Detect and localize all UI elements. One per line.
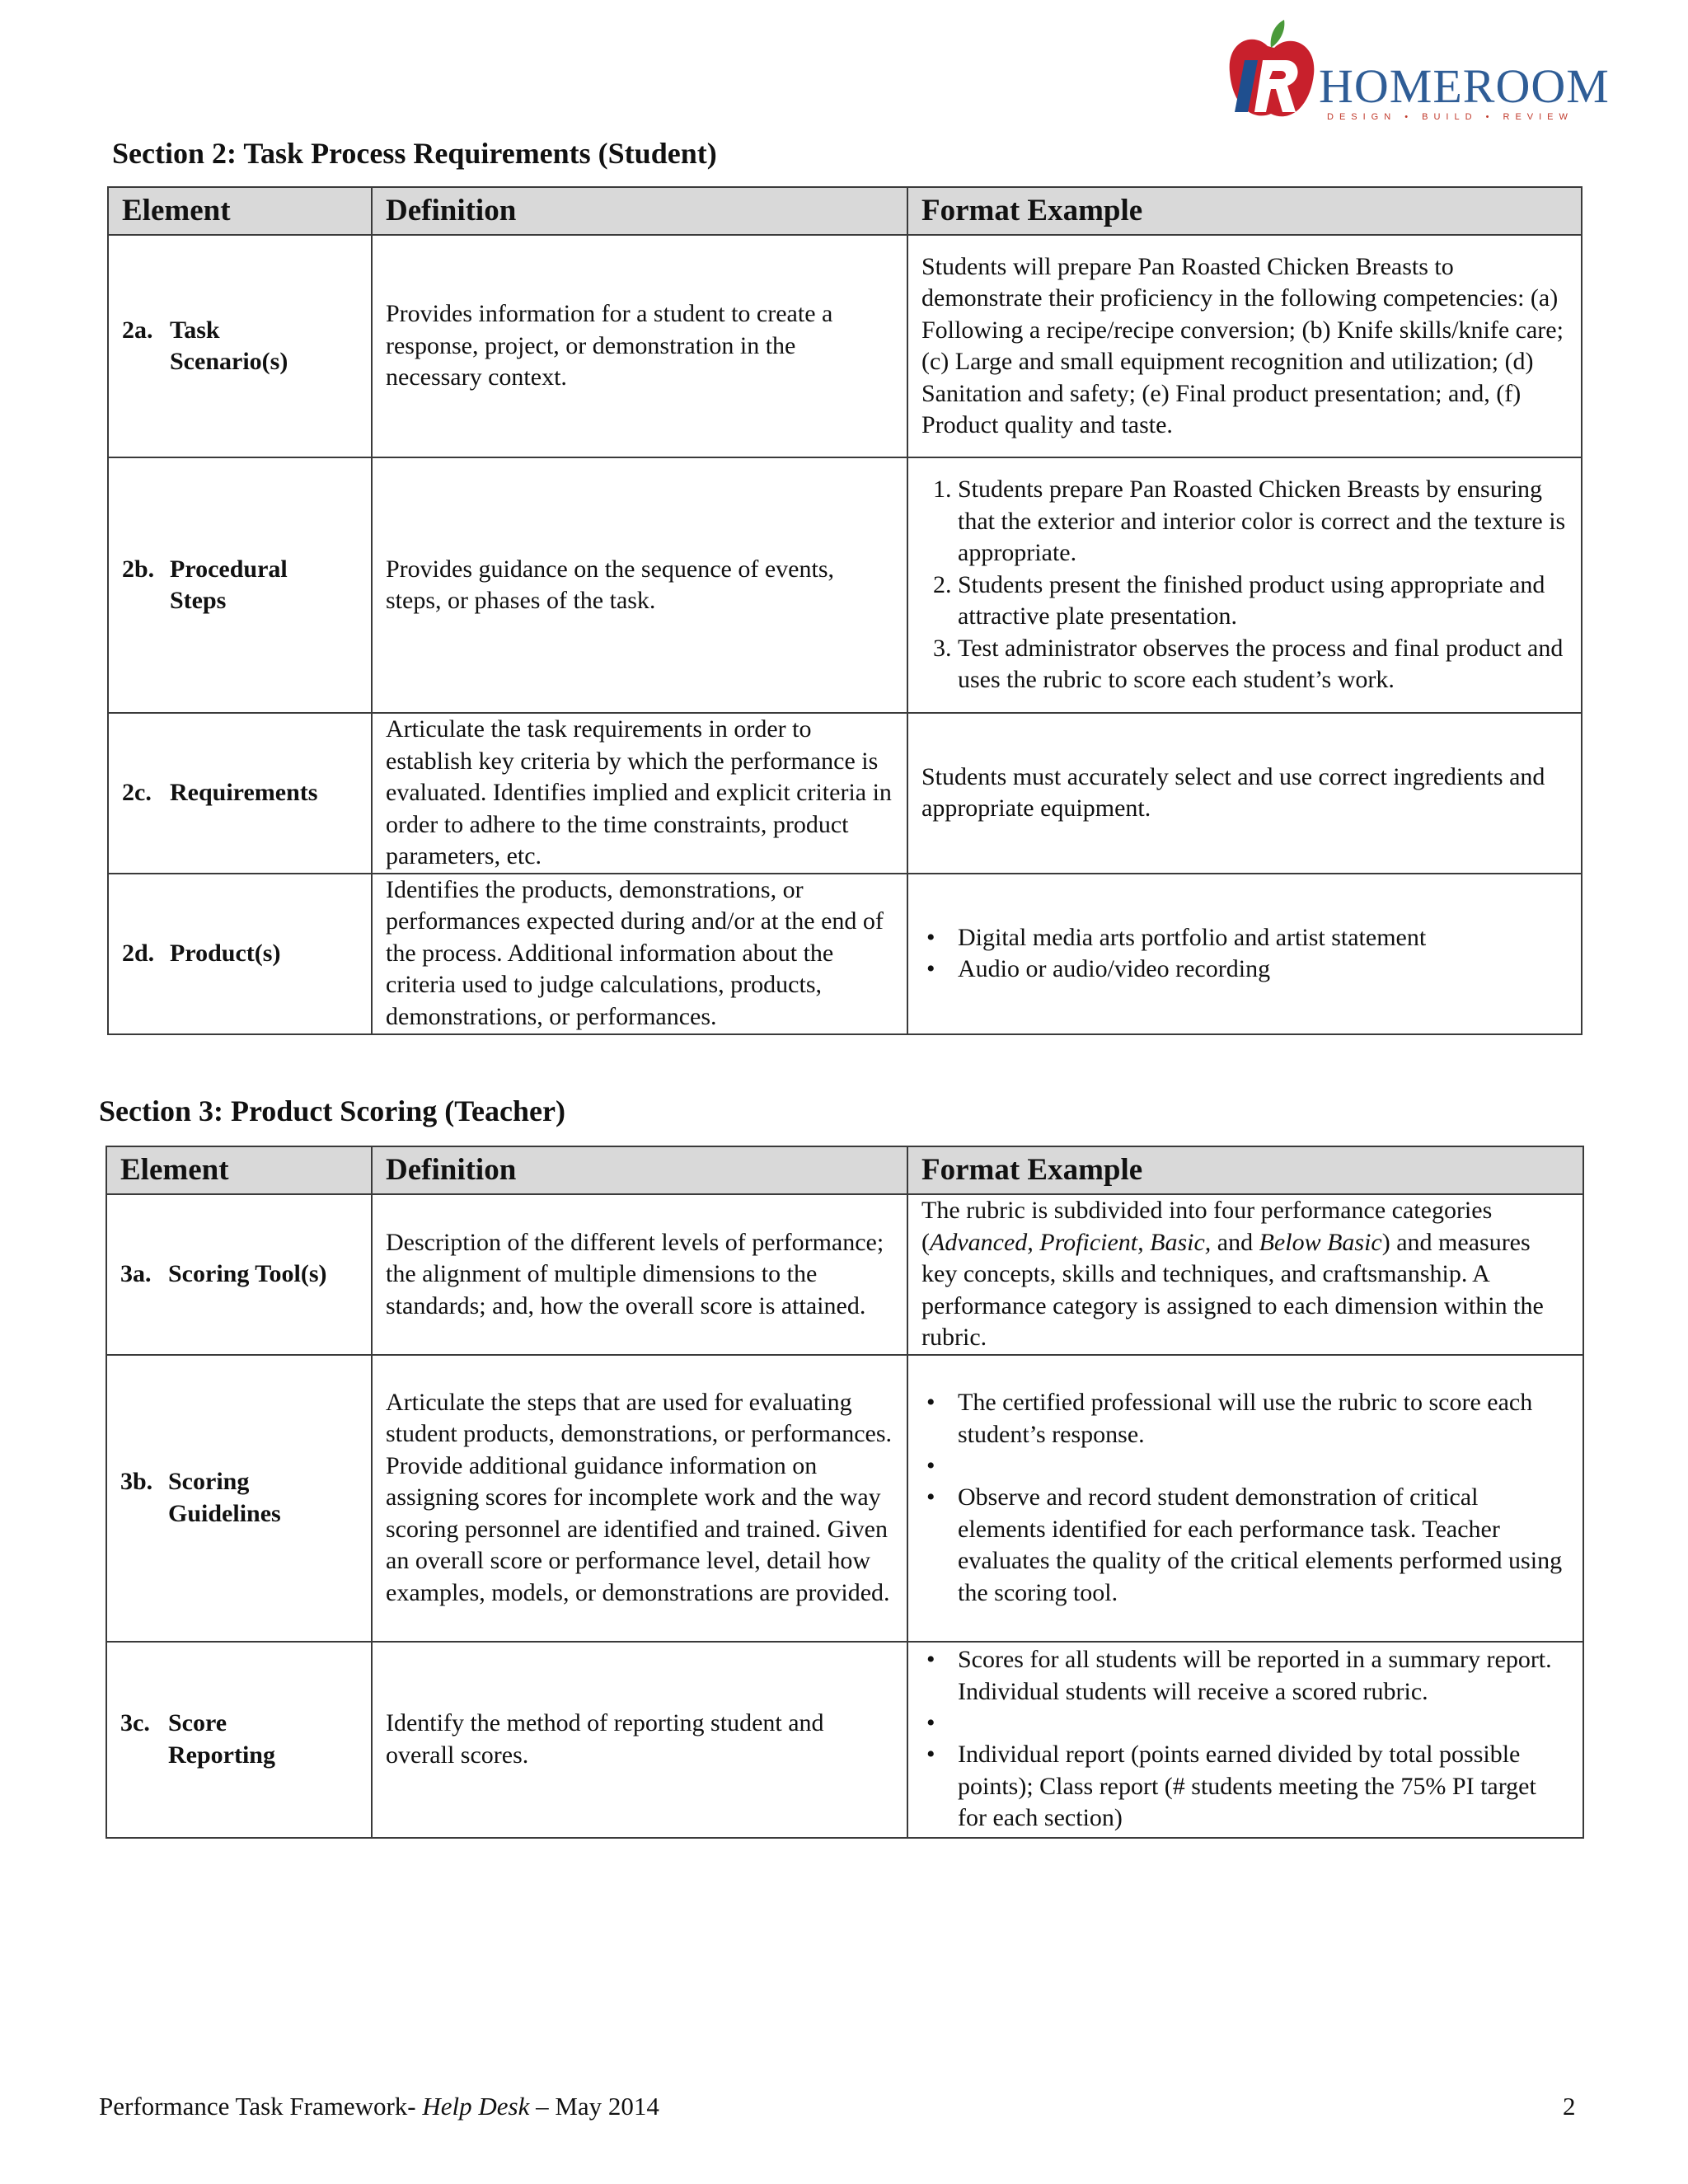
example-cell: The rubric is subdivided into four performance categories (Advanced, Proficient, Basic, and Below Basic) and measures key concepts, skills and techniques, and craftsmanship. A performance category is assigned to each dimension within the rubric.	[907, 1194, 1583, 1355]
apple-logo-icon	[1220, 15, 1327, 130]
table-row	[106, 1642, 1583, 1838]
list-item: • Audio or audio/video recording	[958, 954, 1568, 986]
header-format-example: Format Example	[907, 1146, 1583, 1194]
example-cell: Students will prepare Pan Roasted Chicken Breasts to demonstrate their proficiency in the following competencies: (a) Following a recipe/recipe conversion; (b) Knife skills/knife care; (c) Large and small equipment recognition and utilization; (d) Sanitation and safety; (e) Final product presentation; and, (f) Product quality and taste.	[907, 235, 1582, 457]
table-row	[108, 457, 1582, 713]
header-format-example: Format Example	[907, 187, 1582, 235]
table-header-row	[108, 187, 1582, 235]
scoring-guidelines-list	[921, 1387, 1569, 1609]
element-cell: 3a. Scoring Tool(s)	[106, 1194, 372, 1355]
header-element: Element	[106, 1146, 372, 1194]
element-cell: 2b. Procedural Steps	[108, 457, 372, 713]
definition-cell: Identifies the products, demonstrations, or performances expected during and/or at the end of the process. Additional information about the criteria used to judge calculations, products, demonstrations, or performances.	[372, 874, 907, 1034]
definition-cell: Identify the method of reporting student and overall scores.	[372, 1642, 907, 1838]
definition-cell: Provides guidance on the sequence of events, steps, or phases of the task.	[372, 457, 907, 713]
list-item: 2. Students present the finished product using appropriate and attractive plate presentation.	[958, 569, 1568, 633]
definition-cell: Provides information for a student to create a response, project, or demonstration in the necessary context.	[372, 235, 907, 457]
logo-wordmark: HOMEROOM	[1319, 59, 1610, 113]
table-header-row	[106, 1146, 1583, 1194]
table-row	[106, 1194, 1583, 1355]
section-3-title: Section 3: Product Scoring (Teacher)	[99, 1094, 565, 1127]
section-2-title: Section 2: Task Process Requirements (Student)	[112, 137, 717, 170]
list-item: 3. Test administrator observes the process and final product and uses the rubric to score each student’s work.	[958, 633, 1568, 696]
table-row	[108, 874, 1582, 1034]
definition-cell: Description of the different levels of performance; the alignment of multiple dimensions to the standards; and, how the overall score is attained.	[372, 1194, 907, 1355]
definition-cell: Articulate the steps that are used for evaluating student products, demonstrations, or performances. Provide additional guidance information on assigning scores for incomplete work and the way scoring personnel are identified and trained. Given an overall score or performance level, detail how examples, models, or demonstrations are provided.	[372, 1355, 907, 1642]
header-definition: Definition	[372, 1146, 907, 1194]
header-definition: Definition	[372, 187, 907, 235]
section-2-table	[107, 186, 1582, 1035]
element-cell: 3b. Scoring Guidelines	[106, 1355, 372, 1642]
table-row	[108, 235, 1582, 457]
list-item: • Scores for all students will be reported in a summary report. Individual students will receive a scored rubric.	[958, 1644, 1569, 1708]
section-3-table	[106, 1146, 1584, 1839]
example-cell	[907, 1355, 1583, 1642]
element-cell: 2c. Requirements	[108, 713, 372, 874]
header-element: Element	[108, 187, 372, 235]
element-cell: 3c. Score Reporting	[106, 1642, 372, 1838]
example-cell	[907, 874, 1582, 1034]
page-footer: Performance Task Framework- Help Desk – May 2014	[99, 2092, 659, 2121]
example-cell: Students must accurately select and use correct ingredients and appropriate equipment.	[907, 713, 1582, 874]
element-cell: 2d. Product(s)	[108, 874, 372, 1034]
table-row	[108, 713, 1582, 874]
list-item: • Digital media arts portfolio and artist statement	[958, 922, 1568, 954]
example-cell	[907, 457, 1582, 713]
example-cell	[907, 1642, 1583, 1838]
score-reporting-list	[921, 1644, 1569, 1835]
procedural-steps-list	[921, 474, 1568, 696]
list-item: • Observe and record student demonstration of critical elements identified for each performance task. Teacher evaluates the quality of the critical elements performed using the scoring tool.	[958, 1482, 1569, 1609]
product-bullet-list	[921, 922, 1568, 986]
list-item: • Individual report (points earned divided by total possible points); Class report (# students meeting the 75% PI target for each section)	[958, 1739, 1569, 1835]
table-row	[106, 1355, 1583, 1642]
page-number: 2	[1563, 2092, 1576, 2121]
logo-tagline: DESIGN • BUILD • REVIEW	[1327, 112, 1573, 122]
list-item: 1. Students prepare Pan Roasted Chicken Breasts by ensuring that the exterior and interior color is correct and the texture is appropriate.	[958, 474, 1568, 569]
homeroom-logo	[1220, 15, 1610, 130]
element-cell: 2a. Task Scenario(s)	[108, 235, 372, 457]
definition-cell: Articulate the task requirements in order to establish key criteria by which the performance is evaluated. Identifies implied and explicit criteria in order to adhere to the time constraints, product parameters, etc.	[372, 713, 907, 874]
list-item: • The certified professional will use the rubric to score each student’s response.	[958, 1387, 1569, 1451]
